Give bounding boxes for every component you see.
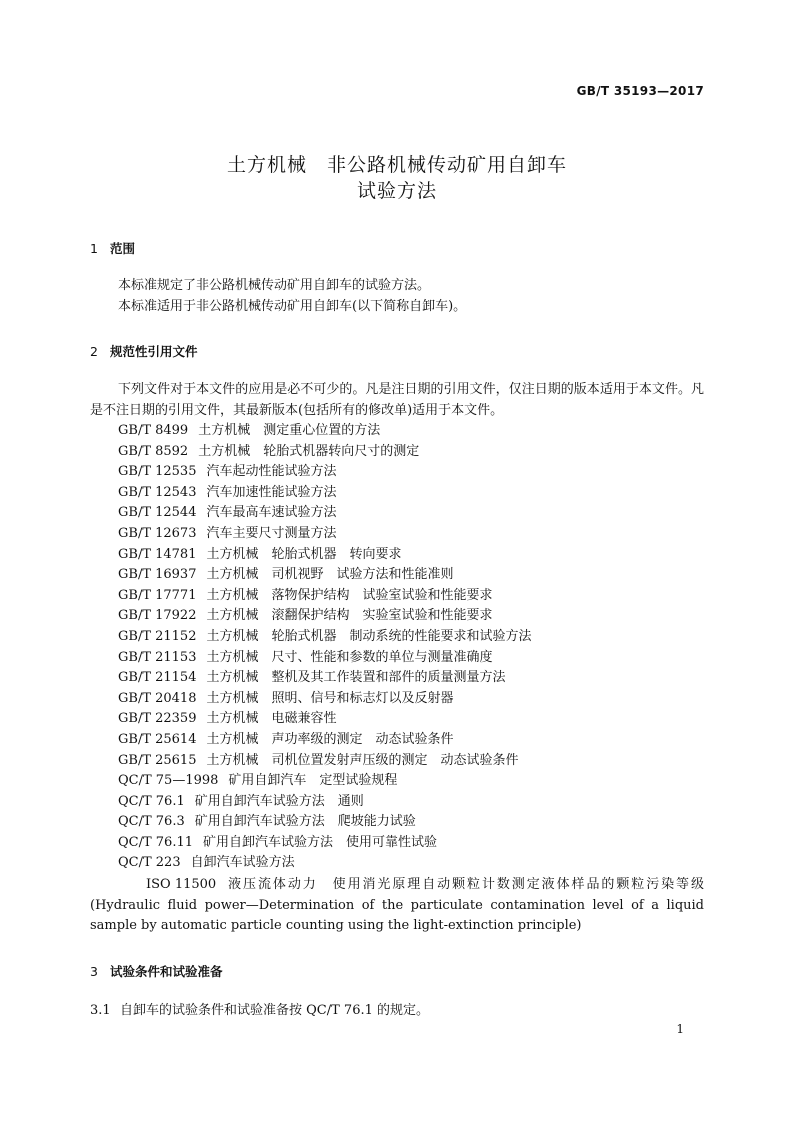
section-2-heading: [90, 342, 198, 360]
reference-code: QC/T 76.3: [118, 814, 185, 830]
reference-title: 矿用自卸汽车 定型试验规程: [228, 773, 398, 789]
reference-code: GB/T 21154: [118, 670, 197, 686]
document-title-line2: 试验方法: [356, 180, 437, 202]
reference-item: [118, 730, 532, 751]
reference-title: 土方机械 声功率级的测定 动态试验条件: [206, 731, 454, 747]
reference-item: [118, 771, 532, 792]
reference-title: 土方机械 司机位置发射声压级的测定 动态试验条件: [206, 752, 519, 768]
clause-number: 3.1: [90, 1003, 111, 1018]
reference-code: GB/T 8499: [118, 423, 189, 438]
reference-item: [118, 545, 532, 566]
reference-title: 矿用自卸汽车试验方法 使用可靠性试验: [203, 834, 438, 850]
section-number: 1: [90, 241, 98, 256]
reference-code: GB/T 22359: [118, 711, 197, 727]
reference-title: 土方机械 电磁兼容性: [206, 711, 337, 727]
reference-title: 土方机械 轮胎式机器转向尺寸的测定: [198, 443, 420, 459]
reference-title: 土方机械 轮胎式机器 转向要求: [206, 546, 402, 562]
reference-title: 土方机械 照明、信号和标志灯以及反射器: [206, 690, 454, 706]
reference-item: [118, 689, 532, 710]
references-intro: 下列文件对于本文件的应用是必不可少的。凡是注日期的引用文件，仅注日期的版本适用于本文件。凡是不注日期的引用文件，其最新版本(包括所有的修改单)适用于本文件。: [90, 382, 704, 418]
reference-code: GB/T 25615: [118, 752, 197, 768]
section-title: 范围: [110, 241, 136, 256]
reference-code: GB/T 12543: [118, 484, 197, 500]
reference-title: 汽车起动性能试验方法: [206, 464, 337, 480]
reference-item: [118, 483, 532, 504]
scope-paragraph-2: 本标准适用于非公路机械传动矿用自卸车(以下简称自卸车)。: [118, 299, 467, 314]
section-number: 3: [90, 964, 98, 979]
reference-item: [118, 565, 532, 586]
reference-title: 矿用自卸汽车试验方法 通则: [194, 793, 364, 809]
reference-item: [118, 524, 532, 545]
clause-3-1: [90, 1001, 429, 1022]
section-1-heading: [90, 239, 135, 257]
reference-title: 土方机械 整机及其工作装置和部件的质量测量方法: [206, 670, 506, 686]
reference-code: GB/T 20418: [118, 690, 197, 706]
reference-item: [118, 606, 532, 627]
reference-title: 汽车最高车速试验方法: [206, 505, 337, 521]
reference-item: [118, 586, 532, 607]
reference-item: [118, 812, 532, 833]
reference-item: [118, 668, 532, 689]
reference-item: [118, 442, 532, 463]
reference-item: [118, 709, 532, 730]
reference-title: 汽车加速性能试验方法: [206, 484, 337, 500]
reference-item: [118, 421, 532, 442]
reference-title: 土方机械 司机视野 试验方法和性能准则: [206, 567, 454, 583]
section-3-heading: [90, 962, 223, 980]
section-title: 试验条件和试验准备: [110, 964, 223, 979]
section-title: 规范性引用文件: [110, 344, 198, 359]
reference-item: [118, 792, 532, 813]
clause-text: 自卸车的试验条件和试验准备按 QC/T 76.1 的规定。: [120, 1003, 429, 1018]
reference-code: GB/T 14781: [118, 546, 197, 562]
reference-title: 自卸汽车试验方法: [190, 855, 295, 871]
reference-code: QC/T 223: [118, 855, 181, 871]
reference-title: 土方机械 轮胎式机器 制动系统的性能要求和试验方法: [206, 628, 532, 644]
reference-code: GB/T 8592: [118, 443, 189, 459]
reference-code: ISO 11500: [146, 877, 217, 892]
reference-title: 土方机械 尺寸、性能和参数的单位与测量准确度: [206, 649, 493, 665]
reference-code: GB/T 17922: [118, 608, 197, 624]
reference-code: QC/T 76.1: [118, 793, 185, 809]
section-number: 2: [90, 344, 98, 359]
reference-title: 土方机械 测定重心位置的方法: [198, 423, 381, 438]
reference-title: 矿用自卸汽车试验方法 爬坡能力试验: [194, 814, 416, 830]
reference-code: QC/T 76.11: [118, 834, 194, 850]
reference-title: 液压流体动力 使用消光原理自动颗粒计数测定液体样品的颗粒污染等级(Hydraulic fluid power—Determination of the particulate contamination level of a liquid sample by automatic particle counting using the light-extinction principle): [90, 877, 704, 933]
reference-item: [118, 833, 532, 854]
reference-code: GB/T 12544: [118, 505, 197, 521]
reference-list: [118, 421, 532, 874]
iso-reference: [90, 875, 704, 937]
reference-code: GB/T 21153: [118, 649, 197, 665]
reference-item: [118, 751, 532, 772]
reference-code: GB/T 12535: [118, 464, 197, 480]
scope-paragraph-1: 本标准规定了非公路机械传动矿用自卸车的试验方法。: [118, 278, 431, 293]
reference-code: GB/T 21152: [118, 628, 197, 644]
reference-code: GB/T 25614: [118, 731, 197, 747]
reference-title: 土方机械 滚翻保护结构 实验室试验和性能要求: [206, 608, 493, 624]
page-number: 1: [676, 1022, 684, 1036]
reference-item: [118, 853, 532, 874]
reference-code: GB/T 17771: [118, 587, 197, 603]
reference-item: [118, 648, 532, 669]
document-title-line1: 土方机械 非公路机械传动矿用自卸车: [226, 154, 567, 176]
reference-code: GB/T 12673: [118, 525, 197, 541]
reference-item: [118, 503, 532, 524]
reference-title: 土方机械 落物保护结构 试验室试验和性能要求: [206, 587, 493, 603]
reference-code: QC/T 75—1998: [118, 773, 219, 789]
standard-code: GB/T 35193—2017: [576, 84, 704, 98]
reference-item: [118, 627, 532, 648]
reference-title: 汽车主要尺寸测量方法: [206, 525, 337, 541]
reference-code: GB/T 16937: [118, 567, 197, 583]
reference-item: [118, 462, 532, 483]
